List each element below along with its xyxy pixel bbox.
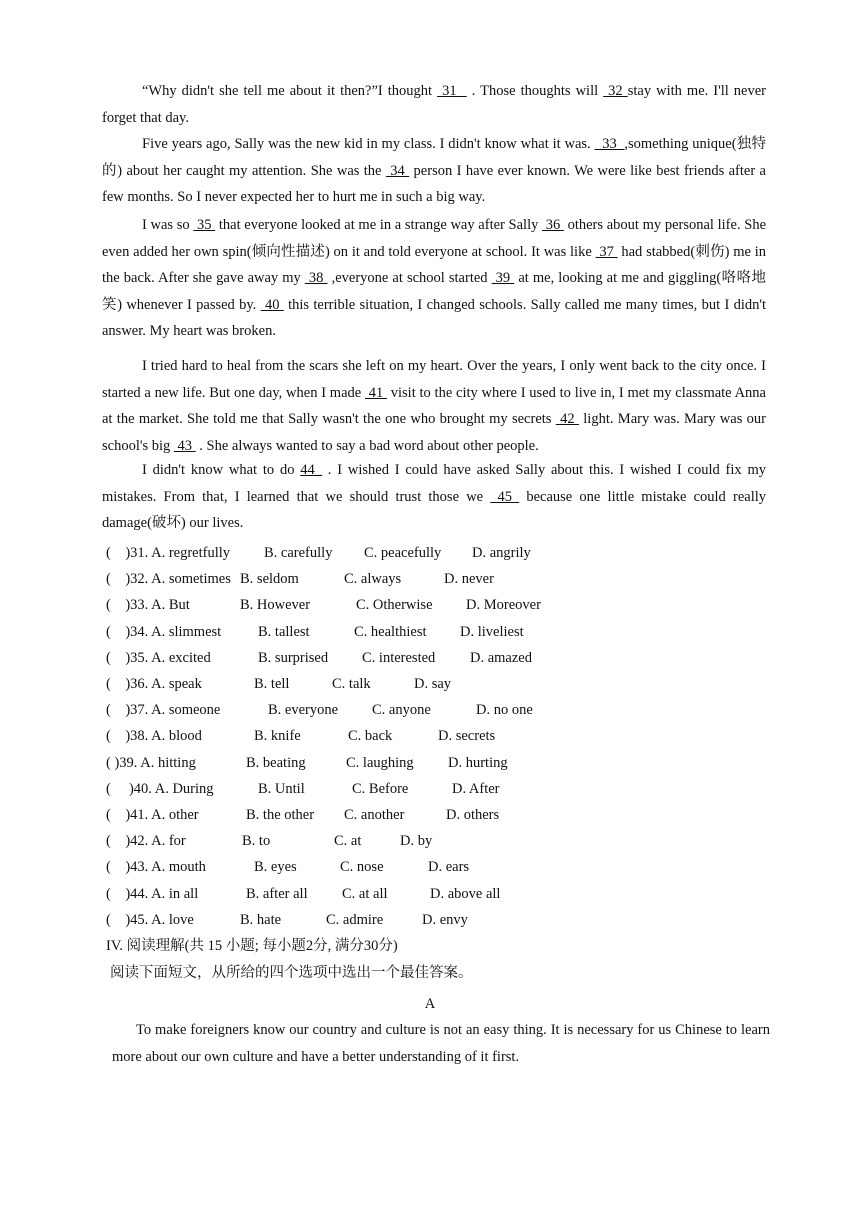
option-b[interactable]: B. after all bbox=[246, 885, 308, 902]
option-d[interactable]: D. ears bbox=[428, 859, 470, 876]
option-c[interactable]: C. admire bbox=[326, 911, 384, 928]
passage-text: visit to the city where I used to live in, I met my classmate Anna at the market. She told me that Sally wasn't the one who brought my secrets bbox=[102, 384, 766, 427]
option-d[interactable]: D. above all bbox=[430, 885, 501, 902]
reading-intro-paragraph: To make foreigners know our country and culture is not an easy thing. It is necessary for us Chinese to learn more about our own culture and have a better understanding of it first. bbox=[112, 1022, 770, 1065]
option-c[interactable]: C. Before bbox=[352, 780, 409, 797]
passage-paragraph-3 bbox=[102, 212, 766, 345]
question-stem: ( )33. A. But bbox=[106, 597, 190, 614]
passage-paragraph-4 bbox=[102, 353, 766, 459]
option-d[interactable]: D. amazed bbox=[470, 649, 532, 666]
question-stem: ( )34. A. slimmest bbox=[106, 623, 222, 640]
option-b[interactable]: B. seldom bbox=[240, 571, 299, 588]
passage-text: . She always wanted to say a bad word about other people. bbox=[195, 437, 539, 454]
option-d[interactable]: D. Moreover bbox=[466, 597, 541, 614]
option-b[interactable]: B. hate bbox=[240, 911, 282, 928]
option-c[interactable]: C. nose bbox=[340, 859, 384, 876]
option-d[interactable]: D. liveliest bbox=[460, 623, 524, 640]
passage-text: I didn't know what to do bbox=[142, 462, 301, 478]
answer-blank: 37 bbox=[595, 243, 618, 260]
option-c[interactable]: C. another bbox=[344, 807, 405, 823]
option-c[interactable]: C. peacefully bbox=[364, 545, 442, 561]
option-b[interactable]: B. everyone bbox=[268, 702, 339, 719]
option-b[interactable]: B. knife bbox=[254, 728, 301, 745]
option-d[interactable]: D. envy bbox=[422, 911, 468, 928]
passage-text: ,everyone at school started bbox=[327, 270, 492, 286]
section-instruction: 阅读下面短文，从所给的四个选项中选出一个最佳答案。 bbox=[110, 965, 473, 981]
option-d[interactable]: D. by bbox=[400, 833, 433, 850]
passage-text: Five years ago, Sally was the new kid in my class. I didn't know what it was. bbox=[142, 136, 595, 152]
option-c[interactable]: C. talk bbox=[332, 676, 371, 692]
answer-blank: 33 bbox=[594, 136, 625, 152]
option-b[interactable]: B. to bbox=[242, 833, 271, 850]
passage-text: others about my personal life. She even added her own spin(倾向性描述) on it and told everyone at school. It was like bbox=[102, 217, 767, 260]
question-stem: ( )42. A. for bbox=[106, 833, 186, 850]
passage-text: this terrible situation, I changed schools. Sally called me many times, but I didn't answer. My heart was broken. bbox=[102, 296, 767, 339]
option-d[interactable]: D. secrets bbox=[438, 728, 496, 745]
option-c[interactable]: C. always bbox=[344, 571, 402, 588]
passage-paragraph-1 bbox=[102, 78, 766, 131]
option-b[interactable]: B. the other bbox=[246, 807, 315, 823]
option-d[interactable]: D. say bbox=[414, 676, 452, 692]
option-c[interactable]: C. interested bbox=[362, 649, 436, 666]
option-b[interactable]: B. beating bbox=[246, 754, 306, 771]
passage-text: “Why didn't she tell me about it then?”I thought bbox=[142, 83, 438, 99]
option-d[interactable]: D. hurting bbox=[448, 754, 508, 771]
option-b[interactable]: B. surprised bbox=[258, 649, 329, 666]
option-c[interactable]: C. back bbox=[348, 728, 393, 745]
answer-blank: 36 bbox=[542, 217, 564, 233]
answer-blank: 35 bbox=[193, 217, 216, 233]
passage-text: I tried hard to heal from the scars she left on my heart. Over the years, I only went back to the city once. I started a new life. But one day, when I made bbox=[102, 358, 766, 401]
option-b[interactable]: B. eyes bbox=[254, 859, 297, 876]
option-c[interactable]: C. Otherwise bbox=[356, 597, 433, 614]
option-b[interactable]: B. Until bbox=[258, 780, 305, 797]
question-stem: ( )36. A. speak bbox=[106, 676, 202, 692]
option-d[interactable]: D. After bbox=[452, 780, 500, 797]
question-stem: ( )39. A. hitting bbox=[106, 754, 196, 771]
passage-text: I was so bbox=[142, 217, 194, 233]
passage-paragraph-2 bbox=[102, 131, 766, 211]
passage-text: at me, looking at me and giggling(咯咯地笑) whenever I passed by. bbox=[102, 270, 767, 313]
answer-blank: 32 bbox=[603, 83, 628, 99]
answer-blank: 43 bbox=[173, 437, 196, 454]
option-b[interactable]: B. However bbox=[240, 597, 311, 614]
option-d[interactable]: D. others bbox=[446, 807, 500, 823]
option-c[interactable]: C. laughing bbox=[346, 754, 414, 771]
question-stem: ( )38. A. blood bbox=[106, 728, 202, 745]
option-d[interactable]: D. angrily bbox=[472, 545, 531, 561]
question-stem: ( )44. A. in all bbox=[106, 885, 199, 902]
question-stem: ( )40. A. During bbox=[106, 780, 214, 797]
option-d[interactable]: D. never bbox=[444, 571, 494, 588]
answer-blank: 41 bbox=[364, 384, 387, 401]
question-stem: ( )35. A. excited bbox=[106, 649, 211, 666]
question-stem: ( )41. A. other bbox=[106, 807, 199, 823]
answer-blank: 42 bbox=[555, 411, 579, 427]
passage-text: light. Mary was. Mary was our school's big bbox=[102, 411, 767, 454]
answer-blank: 39 bbox=[491, 270, 515, 286]
question-stem: ( )31. A. regretfully bbox=[106, 545, 231, 561]
option-c[interactable]: C. at all bbox=[342, 885, 388, 902]
passage-text: that everyone looked at me in a strange way after Sally bbox=[215, 217, 543, 233]
passage-text: had stabbed(刺伤) me in the back. After she gave away my bbox=[102, 243, 766, 286]
answer-blank: 45 bbox=[490, 488, 520, 505]
passage-text: ,something unique(独特的) about her caught my attention. She was the bbox=[102, 136, 766, 179]
answer-blank: 31 bbox=[437, 83, 467, 99]
question-stem: ( )37. A. someone bbox=[106, 702, 221, 719]
option-d[interactable]: D. no one bbox=[476, 702, 533, 719]
option-c[interactable]: C. healthiest bbox=[354, 623, 427, 640]
passage-text: person I have ever known. We were like best friends after a few months. So I never expected her to hurt me in such a big way. bbox=[102, 162, 766, 205]
option-c[interactable]: C. at bbox=[334, 833, 362, 850]
answer-blank: 40 bbox=[260, 296, 284, 313]
question-stem: ( )43. A. mouth bbox=[106, 859, 206, 876]
passage-text: . I wished I could have asked Sally about this. I wished I could fix my mistakes. From that, I learned that we should trust those we bbox=[102, 462, 766, 505]
passage-paragraph-5 bbox=[102, 457, 766, 537]
passage-text: . Those thoughts will bbox=[466, 83, 604, 99]
answer-blank: 34 bbox=[385, 162, 410, 179]
option-c[interactable]: C. anyone bbox=[372, 702, 431, 719]
passage-text: because one little mistake could really damage(破坏) our lives. bbox=[102, 488, 766, 531]
question-stem: ( )45. A. love bbox=[106, 911, 194, 928]
answer-blank: 38 bbox=[304, 270, 328, 286]
passage-text: stay with me. I'll never forget that day. bbox=[102, 83, 767, 126]
option-b[interactable]: B. carefully bbox=[264, 545, 333, 561]
option-b[interactable]: B. tell bbox=[254, 676, 290, 692]
section-heading: IV. 阅读理解(共 15 小题; 每小题2分, 满分30分) bbox=[106, 938, 398, 954]
answer-blank: 44_ bbox=[300, 462, 322, 478]
option-b[interactable]: B. tallest bbox=[258, 623, 310, 640]
question-stem: ( )32. A. sometimes bbox=[106, 571, 231, 588]
part-label: A bbox=[424, 996, 436, 1012]
